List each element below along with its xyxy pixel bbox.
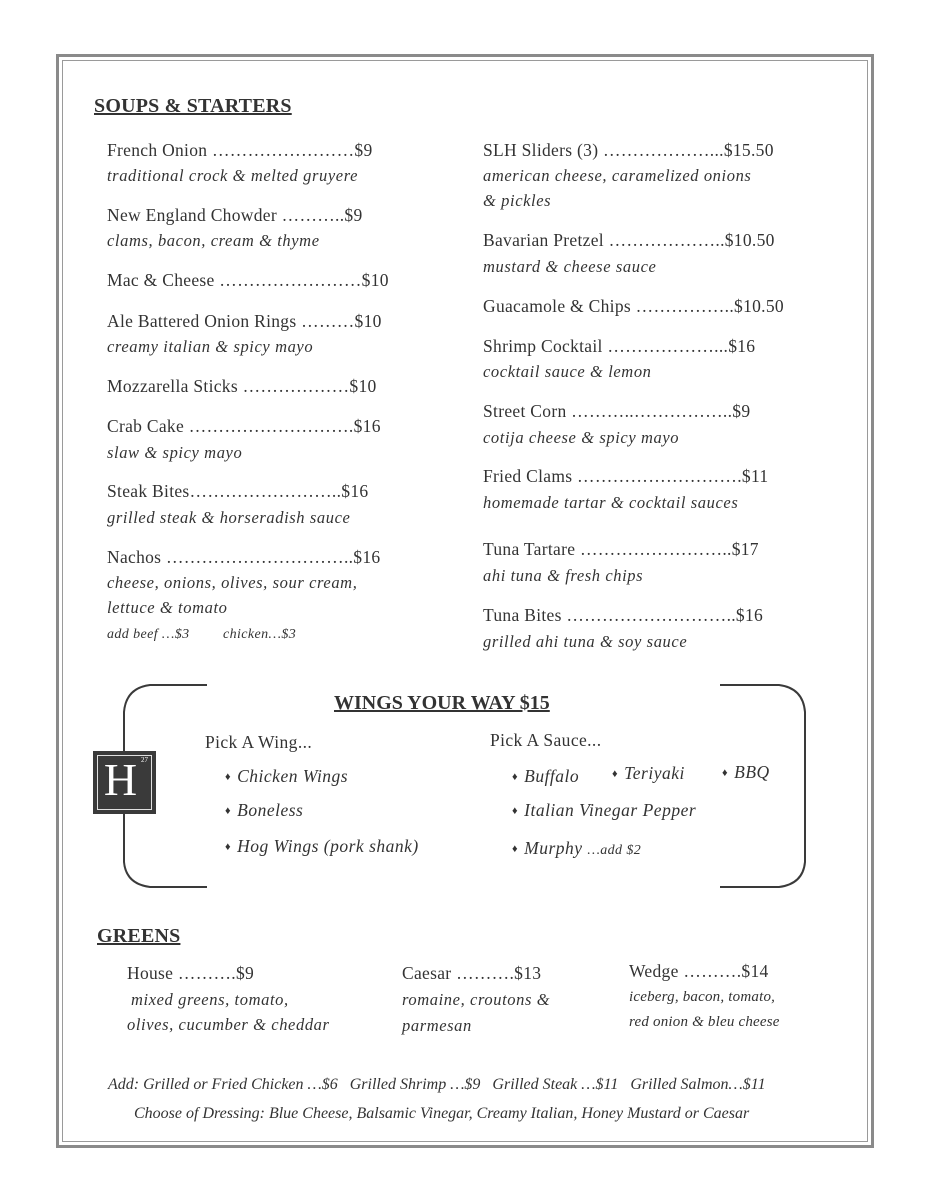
sauce-option: ♦ Italian Vinegar Pepper bbox=[512, 800, 697, 820]
menu-item-desc: clams, bacon, cream & thyme bbox=[107, 231, 320, 250]
menu-item-desc: olives, cucumber & cheddar bbox=[127, 1015, 330, 1034]
menu-item-desc: creamy italian & spicy mayo bbox=[107, 337, 314, 356]
nachos-add-chicken: chicken…$3 bbox=[223, 627, 297, 642]
menu-item-street-corn: Street Corn ………..……………..$9 bbox=[483, 401, 751, 421]
logo-number: 27 bbox=[141, 756, 148, 764]
menu-item-desc: american cheese, caramelized onions bbox=[483, 166, 752, 185]
menu-item-desc: slaw & spicy mayo bbox=[107, 443, 243, 462]
wings-heading: WINGS YOUR WAY $15 bbox=[334, 692, 550, 714]
menu-item-desc: mustard & cheese sauce bbox=[483, 257, 657, 276]
menu-item-shrimp-cocktail: Shrimp Cocktail ………………...$16 bbox=[483, 336, 756, 356]
pick-wing-label: Pick A Wing... bbox=[205, 732, 313, 752]
menu-item-mac-cheese: Mac & Cheese ……………………$10 bbox=[107, 270, 389, 290]
greens-item-caesar: Caesar ……….$13 bbox=[402, 963, 542, 983]
logo-letter: H bbox=[103, 754, 138, 805]
menu-item-chowder: New England Chowder ………..$9 bbox=[107, 205, 363, 225]
menu-item-french-onion: French Onion ……………………$9 bbox=[107, 140, 373, 160]
menu-item-desc: parmesan bbox=[402, 1016, 472, 1035]
diamond-bullet-icon: ♦ bbox=[225, 805, 232, 817]
h27-logo bbox=[93, 751, 156, 814]
menu-item-desc: grilled steak & horseradish sauce bbox=[107, 508, 351, 527]
sauce-option: ♦ Teriyaki bbox=[612, 763, 685, 783]
menu-item-desc: ahi tuna & fresh chips bbox=[483, 566, 644, 585]
menu-item-desc: iceberg, bacon, tomato, bbox=[629, 989, 776, 1005]
diamond-bullet-icon: ♦ bbox=[225, 771, 232, 783]
diamond-bullet-icon: ♦ bbox=[612, 768, 619, 780]
menu-item-fried-clams: Fried Clams ……………………….$11 bbox=[483, 466, 769, 486]
menu-item-sliders: SLH Sliders (3) ………………...$15.50 bbox=[483, 140, 774, 160]
menu-item-desc: mixed greens, tomato, bbox=[131, 990, 289, 1009]
menu-item-desc: cotija cheese & spicy mayo bbox=[483, 428, 680, 447]
sauce-option: ♦ Buffalo bbox=[512, 766, 580, 786]
greens-item-house: House ……….$9 bbox=[127, 963, 255, 983]
wing-option: ♦ Boneless bbox=[225, 800, 304, 820]
greens-item-wedge: Wedge ……….$14 bbox=[629, 961, 769, 981]
nachos-add-beef: add beef …$3 bbox=[107, 627, 190, 642]
greens-add-protein-line: Add: Grilled or Fried Chicken …$6 Grilled Shrimp …$9 Grilled Steak …$11 Grilled Salmon…$11 bbox=[108, 1076, 766, 1093]
menu-item-steak-bites: Steak Bites……………………..$16 bbox=[107, 481, 369, 501]
menu-item-crab-cake: Crab Cake ……………………….$16 bbox=[107, 416, 381, 436]
menu-item-mozzarella-sticks: Mozzarella Sticks ………………$10 bbox=[107, 376, 377, 396]
sauce-option: ♦ BBQ bbox=[722, 762, 770, 782]
menu-item-desc: traditional crock & melted gruyere bbox=[107, 166, 359, 185]
greens-heading: GREENS bbox=[97, 925, 181, 947]
menu-item-tuna-tartare: Tuna Tartare ……………………..$17 bbox=[483, 539, 759, 559]
diamond-bullet-icon: ♦ bbox=[512, 771, 519, 783]
menu-item-tuna-bites: Tuna Bites ………………………..$16 bbox=[483, 605, 764, 625]
menu-item-pretzel: Bavarian Pretzel ………………..$10.50 bbox=[483, 230, 775, 250]
diamond-bullet-icon: ♦ bbox=[722, 767, 729, 779]
greens-dressing-line: Choose of Dressing: Blue Cheese, Balsamic Vinegar, Creamy Italian, Honey Mustard or Caesar bbox=[134, 1105, 750, 1122]
menu-item-desc: lettuce & tomato bbox=[107, 598, 228, 617]
wing-option: ♦ Chicken Wings bbox=[225, 766, 349, 786]
menu-item-desc: red onion & bleu cheese bbox=[629, 1014, 780, 1030]
menu-item-desc: homemade tartar & cocktail sauces bbox=[483, 493, 739, 512]
soups-starters-heading: SOUPS & STARTERS bbox=[94, 95, 292, 117]
diamond-bullet-icon: ♦ bbox=[512, 805, 519, 817]
menu-item-desc: romaine, croutons & bbox=[402, 990, 551, 1009]
menu-item-guacamole: Guacamole & Chips ……………..$10.50 bbox=[483, 296, 784, 316]
menu-item-desc: & pickles bbox=[483, 191, 552, 210]
menu-item-desc: cheese, onions, olives, sour cream, bbox=[107, 573, 358, 592]
diamond-bullet-icon: ♦ bbox=[225, 841, 232, 853]
menu-item-desc: grilled ahi tuna & soy sauce bbox=[483, 632, 688, 651]
murphy-addon-price: …add $2 bbox=[587, 843, 642, 858]
menu-item-desc: cocktail sauce & lemon bbox=[483, 362, 652, 381]
menu-item-nachos: Nachos …………………………..$16 bbox=[107, 547, 381, 567]
wing-option: ♦ Hog Wings (pork shank) bbox=[225, 836, 419, 856]
sauce-option: ♦ Murphy …add $2 bbox=[512, 838, 642, 858]
menu-item-onion-rings: Ale Battered Onion Rings ………$10 bbox=[107, 311, 382, 331]
diamond-bullet-icon: ♦ bbox=[512, 843, 519, 855]
pick-sauce-label: Pick A Sauce... bbox=[490, 730, 602, 750]
